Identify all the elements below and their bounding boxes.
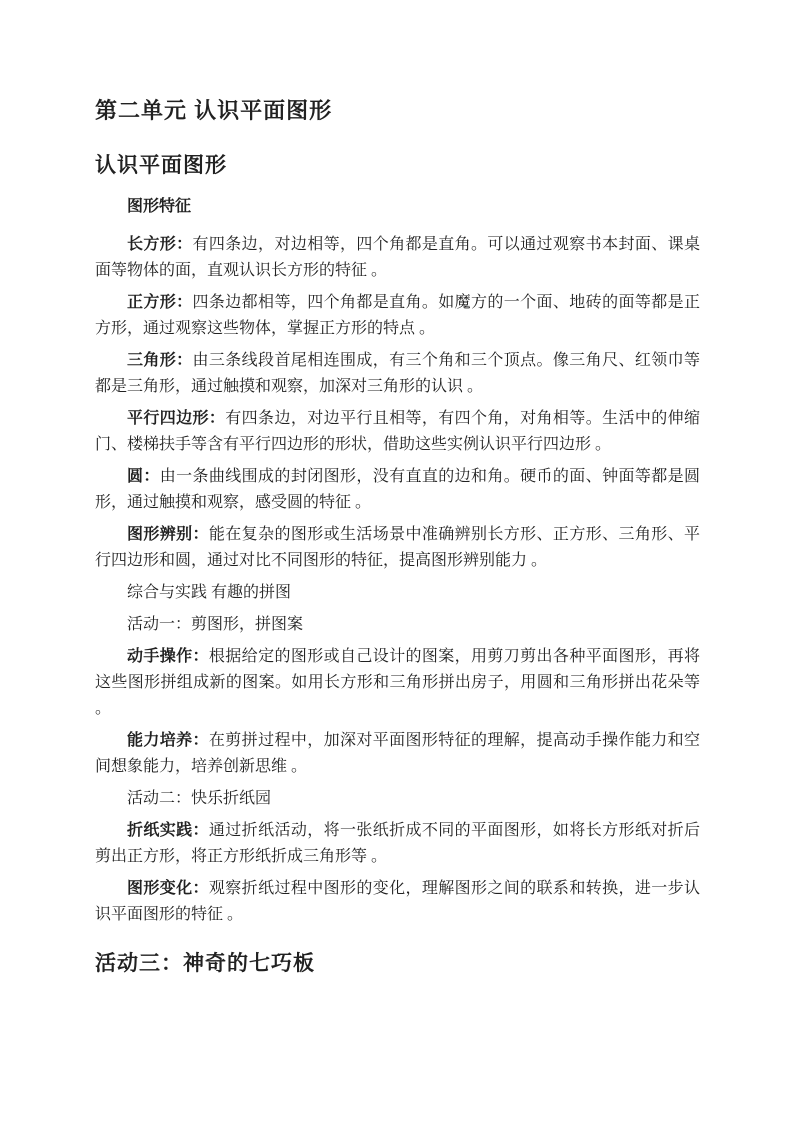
paragraph-text: 有四条边，对边相等，四个角都是直角。可以通过观察书本封面、课桌面等物体的面，直观认识长方形的特征 。 [95,236,700,279]
paragraph-text: 根据给定的图形或自己设计的图案，用剪刀剪出各种平面图形，再将这些图形拼组成新的图案。如用长方形和三角形拼出房子，用圆和三角形拼出花朵等 。 [95,648,700,717]
paragraph-label: 圆： [127,468,160,485]
paragraph-label: 动手操作： [127,648,209,665]
paragraph-text: 四条边都相等，四个角都是直角。如魔方的一个面、地砖的面等都是正方形，通过观察这些物体，掌握正方形的特点 。 [95,294,700,337]
paragraph-label: 折纸实践： [127,822,209,839]
activity-3-heading: 活动三：神奇的七巧板 [95,952,315,975]
paragraph-label: 长方形： [127,236,193,253]
paragraph-shape-discrimination [95,522,700,574]
paragraph-text: 由三条线段首尾相连围成，有三个角和三个顶点。像三角尺、红领巾等都是三角形，通过触摸和观察，加深对三角形的认识 。 [95,352,700,395]
line-comprehensive-practice [95,580,700,606]
paragraph-hands-on-operation [95,644,700,722]
paragraph-circle [95,464,700,516]
paragraph-text: 观察折纸过程中图形的变化，理解图形之间的联系和转换，进一步认识平面图形的特征 。 [95,880,700,923]
paragraph-text: 活动二：快乐折纸园 [127,790,272,807]
paragraph-label: 三角形： [127,352,193,369]
paragraph-triangle [95,348,700,400]
paragraph-paper-folding [95,818,700,870]
paragraph-text: 有四条边，对边平行且相等，有四个角，对角相等。生活中的伸缩门、楼梯扶手等含有平行四边形的形状，借助这些实例认识平行四边形 。 [95,410,700,453]
paragraph-text: 在剪拼过程中，加深对平面图形特征的理解，提高动手操作能力和空间想象能力，培养创新思维 。 [95,732,700,775]
line-activity-2 [95,786,700,812]
paragraph-rectangle [95,232,700,284]
subsection-heading-shape-features: 图形特征 [127,198,192,215]
paragraph-text: 综合与实践 有趣的拼图 [127,584,292,601]
paragraph-label: 图形变化： [127,880,209,897]
unit-heading: 第二单元 认识平面图形 [95,98,333,123]
paragraph-text: 活动一：剪图形，拼图案 [127,616,304,633]
line-activity-1 [95,612,700,638]
paragraph-label: 图形辨别： [127,526,209,543]
section-heading: 认识平面图形 [95,154,227,177]
paragraph-parallelogram [95,406,700,458]
paragraph-text: 通过折纸活动，将一张纸折成不同的平面图形，如将长方形纸对折后剪出正方形，将正方形纸折成三角形等 。 [95,822,700,865]
paragraph-square [95,290,700,342]
paragraph-shape-change [95,876,700,928]
paragraph-label: 正方形： [127,294,193,311]
paragraph-text: 能在复杂的图形或生活场景中准确辨别长方形、正方形、三角形、平行四边形和圆，通过对比不同图形的特征，提高图形辨别能力 。 [95,526,700,569]
paragraph-ability-cultivation [95,728,700,780]
paragraph-label: 能力培养： [127,732,209,749]
paragraph-label: 平行四边形： [127,410,226,427]
paragraph-text: 由一条曲线围成的封闭图形，没有直直的边和角。硬币的面、钟面等都是圆形，通过触摸和观察，感受圆的特征 。 [95,468,700,511]
